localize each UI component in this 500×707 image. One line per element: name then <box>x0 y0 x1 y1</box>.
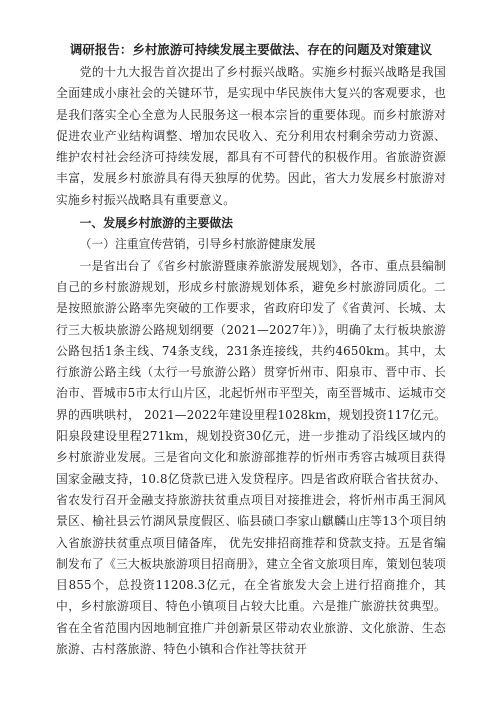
document-page <box>56 40 446 660</box>
document-title: 调研报告：乡村旅游可持续发展主要做法、存在的问题及对策建议 <box>69 42 433 57</box>
intro-paragraph: 党的十九大报告首次提出了乡村振兴战略。实施乡村振兴战略是我国全面建成小康社会的关键环节，是实现中华民族伟大复兴的客观要求，也是我们落实全心全意为人民服务这一根本宗旨的重要体现。而乡村旅游对促进农业产业结构调整、增加农民收入、充分利用农村剩余劳动力资源、维护农村社会经济可持续发展，都具有不可替代的积极作用。省旅游资源丰富，发展乡村旅游具有得天独厚的优势。因此，省大力发展乡村旅游对实施乡村振兴战略具有重要意义。 <box>56 65 446 207</box>
section-heading: 一、发展乡村旅游的主要做法 <box>79 216 233 231</box>
body-paragraph: 一是省出台了《省乡村旅游暨康养旅游发展规划》，各市、重点县编制自己的乡村旅游规划，形成乡村旅游规划体系，避免乡村旅游同质化。二是按照旅游公路率先突破的工作要求，省政府印发了《省黄河、长城、太行三大板块旅游公路规划纲要（2021—2027年）》，明确了太行板块旅游公路包括1条主线、74条支线，231条连接线，共约4650km。其中，太行旅游公路主线（太行一号旅游公路）贯穿忻州市、阳泉市、晋中市、长治市、晋城市5市太行山片区，北起忻州市平型关，南至晋城市、运城市交界的西哄哄村， 2021—2022年建设里程1028km，规划投资117亿元。阳泉段建设里程271km，规划投资30亿元，进一步推动了沿线区域内的乡村旅游业发展。三是省向文化和旅游部推荐的忻州市秀容古城项目获得国家金融支持，10.8亿贷款已进入发贷程序。四是省政府联合省扶贫办、省农发行召开金融支持旅游扶贫重点项目对接推进会，将忻州市禹王洞风景区、榆社县云竹湖风景度假区、临县碛口李家山麒麟山庄等13个项目纳入省旅游扶贫重点项目储备库， 优先安排招商推荐和贷款支持。五是省编制发布了《三大板块旅游项目招商册》，建立全省文旅项目库，策划包装项目855个，总投资11208.3亿元，在全省旅发大会上进行招商推介，其中，乡村旅游项目、特色小镇项目占较大比重。六是推广旅游扶贫典型。省在全省范围内因地制宜推广并创新景区带动农业旅游、文化旅游、生态旅游、古村落旅游、特色小镇和合作社等扶贫开 <box>56 258 446 657</box>
subsection-heading: （一）注重宣传营销，引导乡村旅游健康发展 <box>79 237 316 252</box>
